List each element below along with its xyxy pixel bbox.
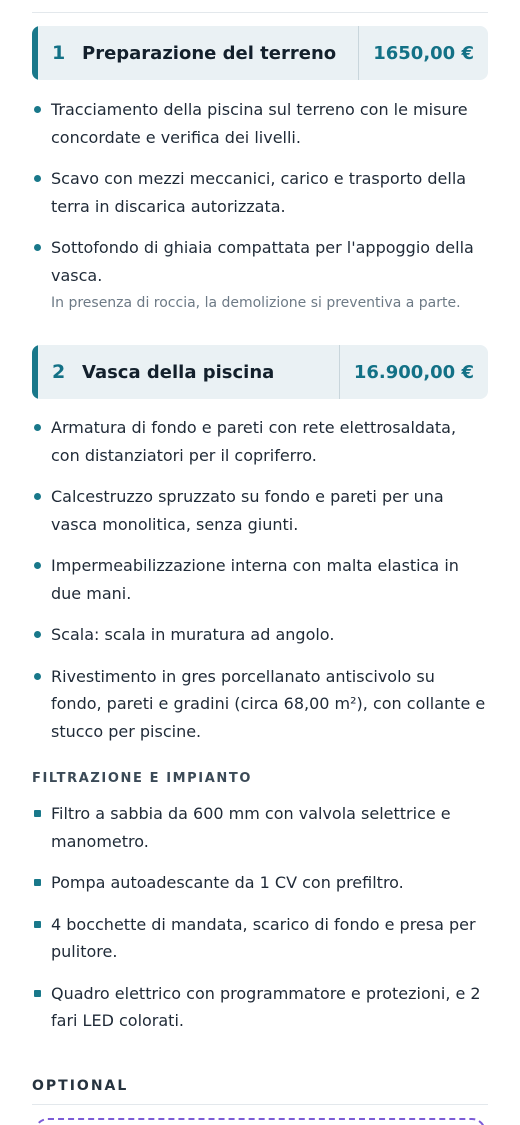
bullet-dot-icon xyxy=(34,562,41,569)
top-divider xyxy=(32,12,488,13)
bullet-dot-icon xyxy=(34,106,41,113)
list-item-note: In presenza di roccia, la demolizione si preventiva a parte. xyxy=(51,295,461,311)
bottom-divider xyxy=(32,1104,488,1105)
list-item-text: Calcestruzzo spruzzato su fondo e pareti per una vasca monolitica, senza giunti. xyxy=(51,487,444,534)
bullet-dot-icon xyxy=(34,424,41,431)
list-item xyxy=(32,911,488,966)
optional-add-box[interactable] xyxy=(34,1118,486,1125)
subsection-list xyxy=(32,800,488,1049)
list-item-text: Scavo con mezzi meccanici, carico e trasporto della terra in discarica autorizzata. xyxy=(51,169,467,216)
list-item xyxy=(32,165,488,220)
section-number: 2 xyxy=(52,361,66,383)
bullet-square-icon xyxy=(34,990,41,997)
list-item xyxy=(32,663,488,746)
bullet-square-icon xyxy=(34,810,41,817)
list-item-text: Rivestimento in gres porcellanato antiscivolo su fondo, pareti e gradini (circa 68,00 m²), con collante e stucco per piscine. xyxy=(51,666,486,741)
optional-heading: OPTIONAL xyxy=(32,1078,129,1094)
subsection-title: FILTRAZIONE E IMPIANTO xyxy=(32,771,252,786)
bullet-square-icon xyxy=(34,921,41,928)
section-title: Vasca della piscina xyxy=(82,361,275,383)
list-item xyxy=(32,234,488,313)
list-item-text: Filtro a sabbia da 600 mm con valvola selettrice e manometro. xyxy=(51,804,451,851)
bullet-dot-icon xyxy=(34,673,41,680)
section-header-preparazione xyxy=(32,26,488,80)
section-accent-bar xyxy=(32,26,38,80)
section-number: 1 xyxy=(52,42,66,64)
list-item xyxy=(32,96,488,151)
bullet-square-icon xyxy=(34,879,41,886)
section-price: 1650,00 € xyxy=(373,42,474,64)
section-title: Preparazione del terreno xyxy=(82,42,337,64)
list-item-text: Sottofondo di ghiaia compattata per l'appoggio della vasca. xyxy=(51,238,474,285)
bullet-dot-icon xyxy=(34,175,41,182)
list-item-text: 4 bocchette di mandata, scarico di fondo e presa per pulitore. xyxy=(51,914,476,961)
list-item xyxy=(32,552,488,607)
list-item xyxy=(32,800,488,855)
list-item-text: Quadro elettrico con programmatore e protezioni, e 2 fari LED colorati. xyxy=(51,983,481,1030)
section-accent-bar xyxy=(32,345,38,399)
list-item xyxy=(32,483,488,538)
list-item xyxy=(32,980,488,1035)
section-price: 16.900,00 € xyxy=(353,361,474,383)
bullet-dot-icon xyxy=(34,493,41,500)
section-2-list xyxy=(32,414,488,759)
bullet-dot-icon xyxy=(34,244,41,251)
list-item xyxy=(32,621,488,649)
list-item xyxy=(32,869,488,897)
list-item-text: Armatura di fondo e pareti con rete elettrosaldata, con distanziatori per il copriferro. xyxy=(51,418,457,465)
section-header-vasca xyxy=(32,345,488,399)
list-item-text: Pompa autoadescante da 1 CV con prefiltro. xyxy=(51,873,404,892)
list-item-text: Scala: scala in muratura ad angolo. xyxy=(51,625,335,644)
list-item-text: Impermeabilizzazione interna con malta elastica in due mani. xyxy=(51,556,459,603)
bullet-dot-icon xyxy=(34,631,41,638)
list-item xyxy=(32,414,488,469)
section-1-list xyxy=(32,96,488,327)
list-item-text: Tracciamento della piscina sul terreno con le misure concordate e verifica dei livelli. xyxy=(51,100,468,147)
